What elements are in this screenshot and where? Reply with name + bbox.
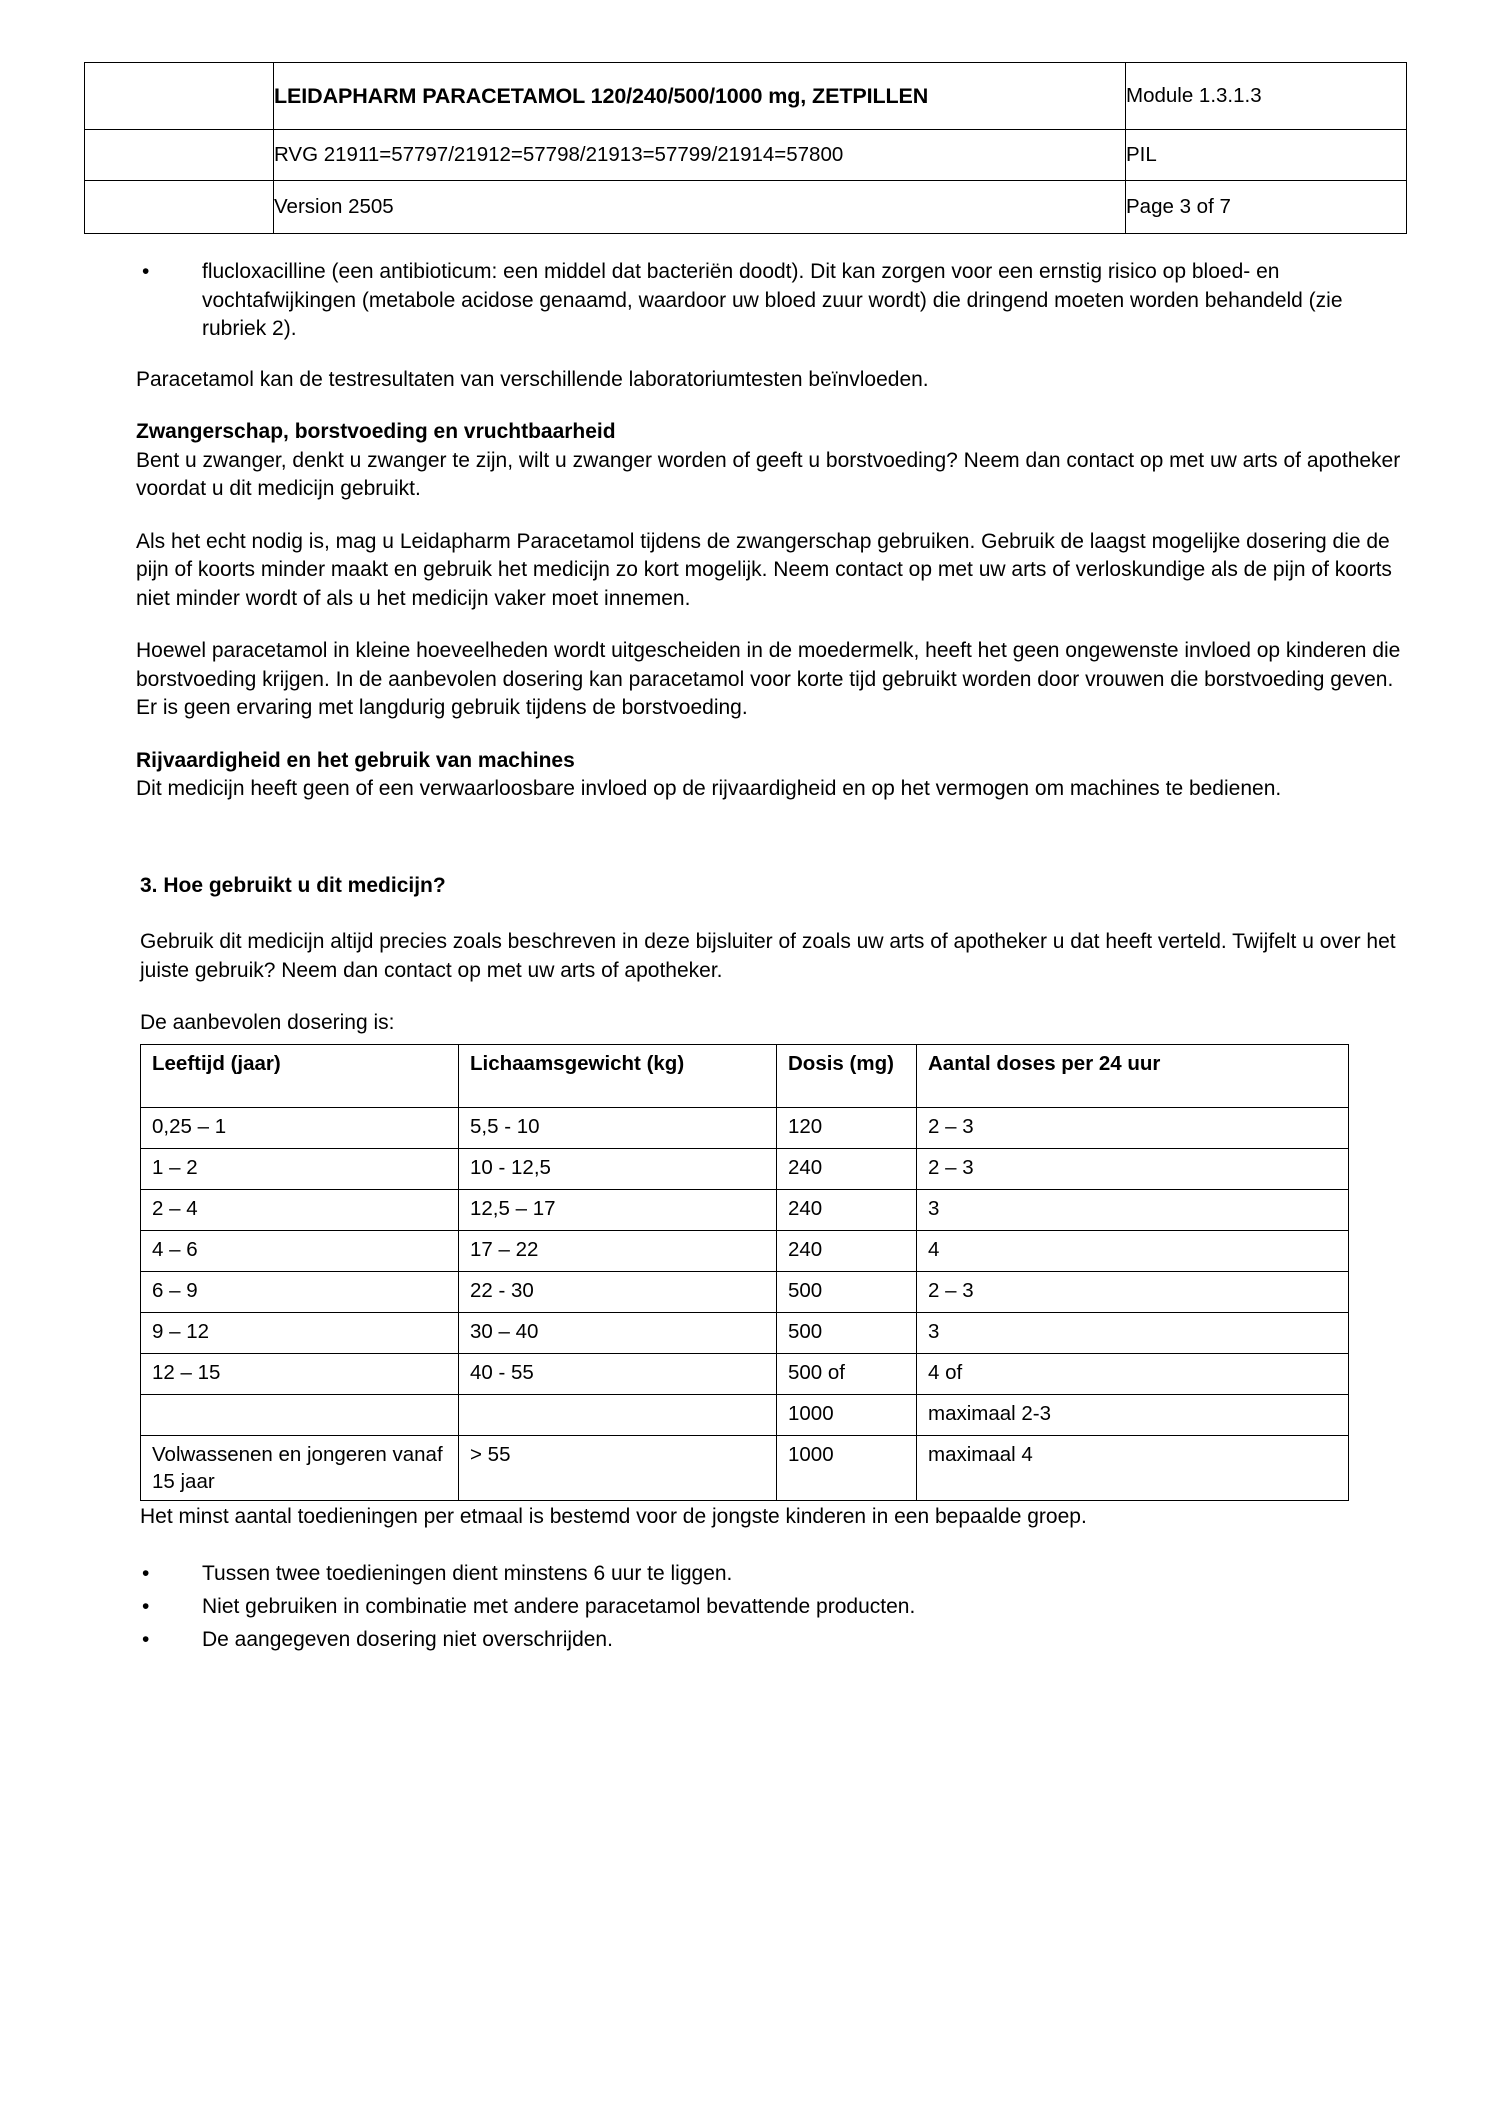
list-item-text: Tussen twee toedieningen dient minstens 6 uur te liggen. — [202, 1562, 733, 1585]
cell-age: 9 – 12 — [141, 1312, 459, 1353]
cell-weight: 40 - 55 — [459, 1353, 777, 1394]
product-title: LEIDAPHARM PARACETAMOL 120/240/500/1000 mg, ZETPILLEN — [274, 83, 929, 108]
cell-count: maximaal 4 — [917, 1435, 1349, 1500]
cell-weight: 30 – 40 — [459, 1312, 777, 1353]
cell-age: 4 – 6 — [141, 1230, 459, 1271]
bullet-icon: • — [142, 260, 150, 283]
cell-count: 4 — [917, 1230, 1349, 1271]
bullet-icon: • — [142, 1595, 150, 1618]
cell-dose: 120 — [777, 1107, 917, 1148]
table-header-row — [141, 1044, 1349, 1107]
header-row-version — [85, 181, 1407, 234]
section-spacer — [136, 828, 1404, 872]
table-row — [141, 1435, 1349, 1500]
list-item — [136, 1590, 1404, 1623]
pregnancy-paragraph-2: Als het echt nodig is, mag u Leidapharm Paracetamol tijdens de zwangerschap gebruiken. Gebruik de laagst mogelijke dosering die de pijn of koorts minder maakt en gebruik het medicijn zo kort mogelijk. Neem contact op met uw arts of verloskundige als de pijn of koorts niet minder wordt of als u het medicijn vaker moet innemen. — [136, 529, 1392, 610]
table-row — [141, 1312, 1349, 1353]
cell-count: 3 — [917, 1312, 1349, 1353]
cell-count: 2 – 3 — [917, 1148, 1349, 1189]
dosing-table — [140, 1044, 1349, 1501]
cell-age: 6 – 9 — [141, 1271, 459, 1312]
cell-dose: 1000 — [777, 1394, 917, 1435]
document-header-table — [84, 62, 1407, 234]
list-item-text: Niet gebruiken in combinatie met andere paracetamol bevattende producten. — [202, 1595, 916, 1618]
cell-dose: 240 — [777, 1148, 917, 1189]
driving-heading: Rijvaardigheid en het gebruik van machines — [136, 748, 575, 772]
table-row — [141, 1271, 1349, 1312]
pregnancy-heading: Zwangerschap, borstvoeding en vruchtbaarheid — [136, 420, 616, 443]
header-module-cell — [1126, 63, 1407, 130]
cell-age: 2 – 4 — [141, 1189, 459, 1230]
module-number: Module 1.3.1.3 — [1126, 84, 1262, 107]
list-item — [136, 1557, 1404, 1590]
header-logo-cell-3 — [85, 181, 274, 234]
table-footnote: Het minst aantal toedieningen per etmaal is bestemd voor de jongste kinderen in een bepaalde groep. — [140, 1504, 1087, 1528]
cell-count: 2 – 3 — [917, 1107, 1349, 1148]
column-header-age: Leeftijd (jaar) — [141, 1044, 459, 1107]
list-item-text: flucloxacilline (een antibioticum: een middel dat bacteriën doodt). Dit kan zorgen voor een ernstig risico op bloed- en vochtafwijkingen (metabole acidose genaamd, waardoor uw bloed zuur wordt) die dringend moeten worden behandeld (zie rubriek 2). — [202, 260, 1343, 340]
cell-dose: 240 — [777, 1230, 917, 1271]
column-header-dose: Dosis (mg) — [777, 1044, 917, 1107]
column-header-weight: Lichaamsgewicht (kg) — [459, 1044, 777, 1107]
dosing-table-head — [141, 1044, 1349, 1107]
document-type: PIL — [1126, 143, 1157, 166]
version-label: Version 2505 — [274, 195, 394, 218]
cell-count: 2 – 3 — [917, 1271, 1349, 1312]
header-doctype-cell — [1126, 130, 1407, 181]
cell-dose: 240 — [777, 1189, 917, 1230]
table-row — [141, 1148, 1349, 1189]
page-number: Page 3 of 7 — [1126, 195, 1231, 218]
cell-weight: 5,5 - 10 — [459, 1107, 777, 1148]
cell-age: 12 – 15 — [141, 1353, 459, 1394]
rvg-numbers: RVG 21911=57797/21912=57798/21913=57799/21914=57800 — [274, 143, 844, 166]
header-row-rvg — [85, 130, 1407, 181]
document-body — [136, 258, 1404, 1656]
header-logo-cell-2 — [85, 130, 274, 181]
cell-age: Volwassenen en jongeren vanaf 15 jaar — [141, 1435, 459, 1500]
list-item — [136, 1623, 1404, 1656]
dosing-intro: De aanbevolen dosering is: — [140, 1011, 395, 1034]
cell-count: 4 of — [917, 1353, 1349, 1394]
cell-count: maximaal 2-3 — [917, 1394, 1349, 1435]
column-header-count: Aantal doses per 24 uur — [917, 1044, 1349, 1107]
header-row-title — [85, 63, 1407, 130]
header-product-cell — [274, 63, 1126, 130]
header-version-cell — [274, 181, 1126, 234]
table-row — [141, 1107, 1349, 1148]
cell-weight: 22 - 30 — [459, 1271, 777, 1312]
table-row — [141, 1230, 1349, 1271]
table-row — [141, 1394, 1349, 1435]
header-page-cell — [1126, 181, 1407, 234]
pregnancy-paragraph-1: Bent u zwanger, denkt u zwanger te zijn, wilt u zwanger worden of geeft u borstvoeding? Neem dan contact op met uw arts of apotheker voordat u dit medicijn gebruikt. — [136, 448, 1401, 500]
table-row — [141, 1353, 1349, 1394]
bullet-icon: • — [142, 1628, 150, 1651]
bullet-icon: • — [142, 1562, 150, 1585]
cell-dose: 500 — [777, 1271, 917, 1312]
cell-weight — [459, 1394, 777, 1435]
dosing-table-body — [141, 1107, 1349, 1500]
section-3-paragraph: Gebruik dit medicijn altijd precies zoals beschreven in deze bijsluiter of zoals uw arts of apotheker u dat heeft verteld. Twijfelt u over het juiste gebruik? Neem dan contact op met uw arts of apotheker. — [140, 930, 1396, 982]
header-logo-cell — [85, 63, 274, 130]
section-3-heading: 3. Hoe gebruikt u dit medicijn? — [140, 873, 446, 897]
table-row — [141, 1189, 1349, 1230]
list-item — [136, 258, 1404, 344]
cell-dose: 1000 — [777, 1435, 917, 1500]
cell-weight: 12,5 – 17 — [459, 1189, 777, 1230]
cell-age: 1 – 2 — [141, 1148, 459, 1189]
list-item-text: De aangegeven dosering niet overschrijden. — [202, 1628, 613, 1651]
interaction-bullet-list — [136, 258, 1404, 344]
cell-weight: > 55 — [459, 1435, 777, 1500]
header-rvg-cell — [274, 130, 1126, 181]
cell-weight: 17 – 22 — [459, 1230, 777, 1271]
cell-age — [141, 1394, 459, 1435]
cell-count: 3 — [917, 1189, 1349, 1230]
pregnancy-paragraph-3: Hoewel paracetamol in kleine hoeveelheden wordt uitgescheiden in de moedermelk, heeft het geen ongewenste invloed op kinderen die borstvoeding krijgen. In de aanbevolen dosering kan paracetamol voor korte tijd gebruikt worden door vrouwen die borstvoeding geven. Er is geen ervaring met langdurig gebruik tijdens de borstvoeding. — [136, 639, 1401, 719]
cell-dose: 500 — [777, 1312, 917, 1353]
heading-spacer — [136, 900, 1404, 928]
lab-test-paragraph: Paracetamol kan de testresultaten van verschillende laboratoriumtesten beïnvloeden. — [136, 367, 929, 391]
cell-age: 0,25 – 1 — [141, 1107, 459, 1148]
driving-paragraph: Dit medicijn heeft geen of een verwaarloosbare invloed op de rijvaardigheid en op het vermogen om machines te bedienen. — [136, 777, 1282, 800]
cell-weight: 10 - 12,5 — [459, 1148, 777, 1189]
dosing-bullet-list — [136, 1557, 1404, 1656]
cell-dose: 500 of — [777, 1353, 917, 1394]
